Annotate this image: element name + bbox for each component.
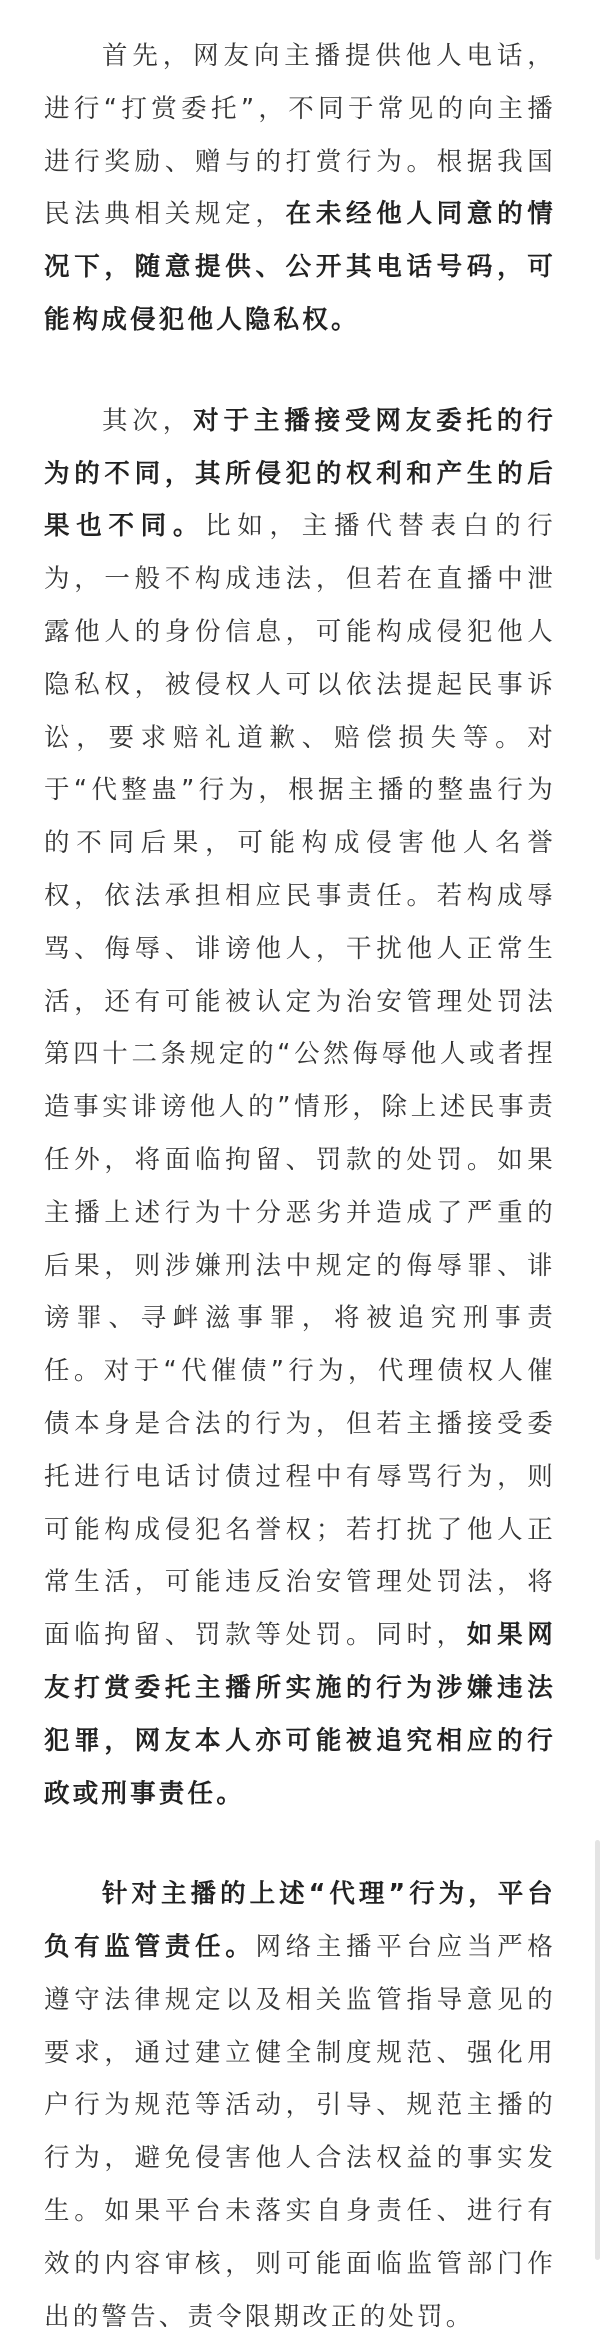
paragraph-2-lead-text: 其次， bbox=[102, 405, 194, 436]
paragraph-2-bold-text: 对于主播接受网友委托的行为的不同，其所侵犯的权利和产生的后果也不同。 bbox=[44, 405, 556, 542]
paragraph-2-closing-bold-text: 如果网友打赏委托主播所实施的行为涉嫌违法犯罪，网友本人亦可能被追究相应的行政或刑事责任。 bbox=[44, 1620, 556, 1809]
paragraph-privacy bbox=[44, 30, 556, 347]
paragraph-1-text: 首先，网友向主播提供他人电话，进行“打赏委托”，不同于常见的向主播进行奖励、赠与的打赏行为。根据我国民法典相关规定， bbox=[44, 41, 556, 230]
paragraph-1-bold-text: 在未经他人同意的情况下，随意提供、公开其电话号码，可能构成侵犯他人隐私权。 bbox=[44, 199, 556, 335]
paragraph-streamer-behavior bbox=[44, 395, 556, 1821]
scrollbar[interactable] bbox=[595, 1840, 600, 2260]
paragraph-3-body-text: 网络主播平台应当严格遵守法律规定以及相关监管指导意见的要求，通过建立健全制度规范、强化用户行为规范等活动，引导、规范主播的行为，避免侵害他人合法权益的事实发生。如果平台未落实自身责任、进行有效的内容审核，则可能面临监管部门作出的警告、责令限期改正的处罚。 bbox=[44, 1932, 556, 2332]
paragraph-platform-duty bbox=[44, 1868, 556, 2343]
paragraph-2-body-text: 比如，主播代替表白的行为，一般不构成违法，但若在直播中泄露他人的身份信息，可能构成侵犯他人隐私权，被侵权人可以依法提起民事诉讼，要求赔礼道歉、赔偿损失等。对于“代整蛊”行为，根据主播的整蛊行为的不同后果，可能构成侵害他人名誉权，依法承担相应民事责任。若构成辱骂、侮辱、诽谤他人，干扰他人正常生活，还有可能被认定为治安管理处罚法第四十二条规定的“公然侮辱他人或者捏造事实诽谤他人的”情形，除上述民事责任外，将面临拘留、罚款的处罚。如果主播上述行为十分恶劣并造成了严重的后果，则涉嫌刑法中规定的侮辱罪、诽谤罪、寻衅滋事罪，将被追究刑事责任。对于“代催债”行为，代理债权人催债本身是合法的行为，但若主播接受委托进行电话讨债过程中有辱骂行为，则可能构成侵犯名誉权；若打扰了他人正常生活，可能违反治安管理处罚法，将面临拘留、罚款等处罚。同时， bbox=[44, 511, 556, 1651]
article-body bbox=[44, 30, 556, 2343]
paragraph-3-bold-text: 针对主播的上述“代理”行为，平台负有监管责任。 bbox=[44, 1879, 556, 1963]
